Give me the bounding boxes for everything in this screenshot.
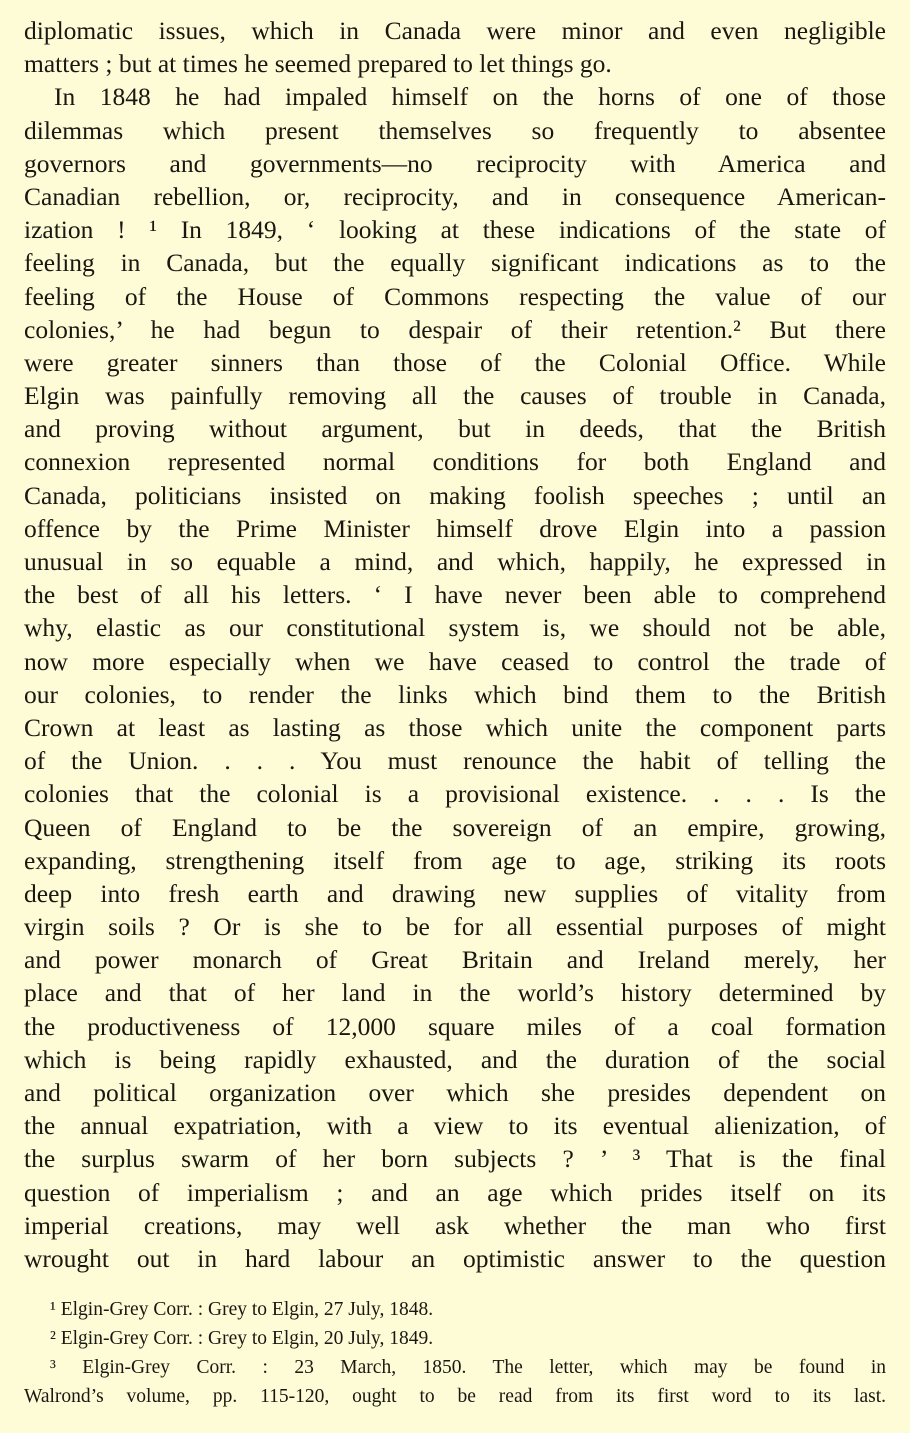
text-line: and power monarch of Great Britain and Ireland merely, her	[24, 945, 886, 975]
text-line: unusual in so equable a mind, and which, happily, he expressed in	[24, 547, 886, 576]
text-line: diplomatic issues, which in Canada were minor and even negligible	[24, 16, 886, 45]
text-line: and political organization over which she presides dependent on	[24, 1078, 886, 1107]
body-text	[24, 14, 886, 1275]
text-line: the surplus swarm of her born subjects ? ’ ³ That is the final	[24, 1144, 886, 1174]
text-line: expanding, strengthening itself from age to age, striking its roots	[24, 845, 886, 875]
text-line: connexion represented normal conditions for both England and	[24, 447, 886, 477]
text-line: Elgin was painfully removing all the causes of trouble in Canada,	[24, 381, 886, 411]
text-line: place and that of her land in the world’s history determined by	[24, 978, 886, 1008]
text-line: In 1848 he had impaled himself on the horns of one of those	[54, 82, 886, 112]
text-line: ization ! ¹ In 1849, ‘ looking at these indications of the state of	[24, 215, 886, 245]
text-line: the productiveness of 12,000 square miles of a coal formation	[24, 1011, 886, 1041]
text-line: and proving without argument, but in deeds, that the British	[24, 414, 886, 444]
text-line: why, elastic as our constitutional system is, we should not be able,	[24, 613, 886, 643]
text-line: feeling in Canada, but the equally significant indications as to the	[24, 248, 886, 278]
text-line: the best of all his letters. ‘ I have never been able to comprehend	[24, 580, 886, 610]
text-line: governors and governments—no reciprocity with America and	[24, 148, 886, 178]
text-line: Canada, politicians insisted on making foolish speeches ; until an	[24, 480, 886, 510]
footnote: ³ Elgin-Grey Corr. : 23 March, 1850. The letter, which may be found in	[50, 1357, 886, 1379]
text-line: wrought out in hard labour an optimistic answer to the question	[24, 1243, 886, 1273]
page-content	[24, 14, 886, 1411]
text-line: colonies that the colonial is a provisional existence. . . . Is the	[24, 779, 886, 809]
footnotes	[24, 1295, 886, 1411]
text-line: which is being rapidly exhausted, and the duration of the social	[24, 1044, 886, 1074]
text-line: dilemmas which present themselves so frequently to absentee	[24, 115, 886, 145]
text-line: our colonies, to render the links which bind them to the British	[24, 679, 886, 709]
text-line: Canadian rebellion, or, reciprocity, and in consequence American-	[24, 181, 886, 211]
text-line: Crown at least as lasting as those which unite the component parts	[24, 712, 886, 742]
footnote-continuation: Walrond’s volume, pp. 115-120, ought to be read from its first word to its last.	[24, 1386, 886, 1408]
text-line: matters ; but at times he seemed prepared to let things go.	[24, 49, 612, 79]
text-line: offence by the Prime Minister himself drove Elgin into a passion	[24, 513, 886, 543]
text-line: the annual expatriation, with a view to its eventual alienization, of	[24, 1111, 886, 1141]
text-line: now more especially when we have ceased to control the trade of	[24, 646, 886, 676]
text-line: imperial creations, may well ask whether the man who first	[24, 1210, 886, 1240]
text-line: Queen of England to be the sovereign of an empire, growing,	[24, 812, 886, 842]
text-line: virgin soils ? Or is she to be for all essential purposes of might	[24, 912, 886, 942]
text-line: deep into fresh earth and drawing new supplies of vitality from	[24, 878, 886, 908]
footnote: ² Elgin-Grey Corr. : Grey to Elgin, 20 July, 1849.	[50, 1328, 434, 1350]
text-line: question of imperialism ; and an age which prides itself on its	[24, 1177, 886, 1207]
text-line: feeling of the House of Commons respecting the value of our	[24, 281, 886, 311]
footnote: ¹ Elgin-Grey Corr. : Grey to Elgin, 27 July, 1848.	[50, 1299, 434, 1321]
text-line: were greater sinners than those of the Colonial Office. While	[24, 347, 886, 377]
text-line: colonies,’ he had begun to despair of their retention.² But there	[24, 314, 886, 344]
text-line: of the Union. . . . You must renounce the habit of telling the	[24, 746, 886, 776]
